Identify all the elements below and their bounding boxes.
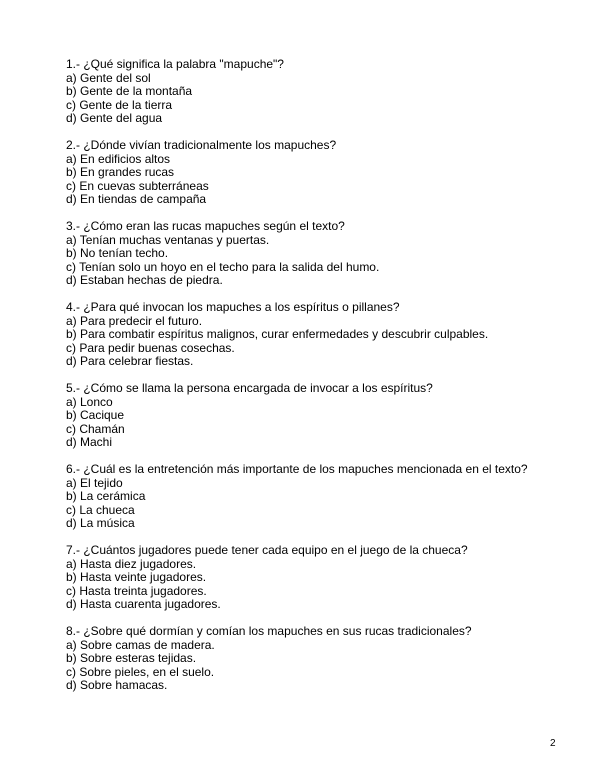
answer-option: b) Hasta veinte jugadores. xyxy=(66,570,207,584)
answer-option: a) Hasta diez jugadores. xyxy=(66,556,197,571)
answer-option: a) Lonco xyxy=(66,394,113,409)
question-block xyxy=(66,58,566,126)
answer-option: c) Gente de la tierra xyxy=(66,97,173,112)
question-block xyxy=(66,544,566,612)
page-number: 2 xyxy=(550,738,556,749)
question-block xyxy=(66,139,566,207)
answer-option: c) La chueca xyxy=(66,502,135,517)
question-block xyxy=(66,382,566,450)
answer-option: a) Sobre camas de madera. xyxy=(66,637,215,652)
answer-option: d) Gente del agua xyxy=(66,111,163,125)
answer-option: b) Sobre esteras tejidas. xyxy=(66,651,197,665)
question-list xyxy=(66,58,566,706)
answer-option: c) Para pedir buenas cosechas. xyxy=(66,340,235,355)
question-text: 3.- ¿Cómo eran las rucas mapuches según el texto? xyxy=(66,219,345,233)
answer-option: c) En cuevas subterráneas xyxy=(66,178,209,193)
question-text: 2.- ¿Dónde vivían tradicionalmente los mapuches? xyxy=(66,138,337,152)
answer-option: b) En grandes rucas xyxy=(66,165,175,179)
answer-option: a) Gente del sol xyxy=(66,70,151,85)
answer-option: b) Cacique xyxy=(66,408,125,422)
answer-option: a) Tenían muchas ventanas y puertas. xyxy=(66,232,270,247)
answer-option: c) Sobre pieles, en el suelo. xyxy=(66,664,215,679)
question-block xyxy=(66,625,566,693)
answer-option: c) Chamán xyxy=(66,421,125,436)
answer-option: a) El tejido xyxy=(66,475,123,490)
answer-option: d) Estaban hechas de piedra. xyxy=(66,273,223,287)
answer-option: b) Para combatir espíritus malignos, curar enfermedades y descubrir culpables. xyxy=(66,327,489,341)
answer-option: a) Para predecir el futuro. xyxy=(66,313,203,328)
question-block xyxy=(66,463,566,531)
answer-option: d) En tiendas de campaña xyxy=(66,192,207,206)
question-text: 8.- ¿Sobre qué dormían y comían los mapuches en sus rucas tradicionales? xyxy=(66,624,472,638)
question-block xyxy=(66,220,566,288)
question-text: 5.- ¿Cómo se llama la persona encargada de invocar a los espíritus? xyxy=(66,381,433,395)
answer-option: b) La cerámica xyxy=(66,489,146,503)
answer-option: b) Gente de la montaña xyxy=(66,84,193,98)
answer-option: b) No tenían techo. xyxy=(66,246,169,260)
question-text: 4.- ¿Para qué invocan los mapuches a los espíritus o pillanes? xyxy=(66,300,400,314)
answer-option: c) Tenían solo un hoyo en el techo para la salida del humo. xyxy=(66,259,380,274)
answer-option: a) En edificios altos xyxy=(66,151,171,166)
answer-option: d) Machi xyxy=(66,435,113,449)
answer-option: d) La música xyxy=(66,516,135,530)
answer-option: c) Hasta treinta jugadores. xyxy=(66,583,207,598)
question-text: 6.- ¿Cuál es la entretención más importante de los mapuches mencionada en el texto? xyxy=(66,462,528,476)
question-text: 7.- ¿Cuántos jugadores puede tener cada equipo en el juego de la chueca? xyxy=(66,543,468,557)
question-text: 1.- ¿Qué significa la palabra "mapuche"? xyxy=(66,57,284,71)
answer-option: d) Hasta cuarenta jugadores. xyxy=(66,597,221,611)
answer-option: d) Sobre hamacas. xyxy=(66,678,168,692)
answer-option: d) Para celebrar fiestas. xyxy=(66,354,194,368)
question-block xyxy=(66,301,566,369)
